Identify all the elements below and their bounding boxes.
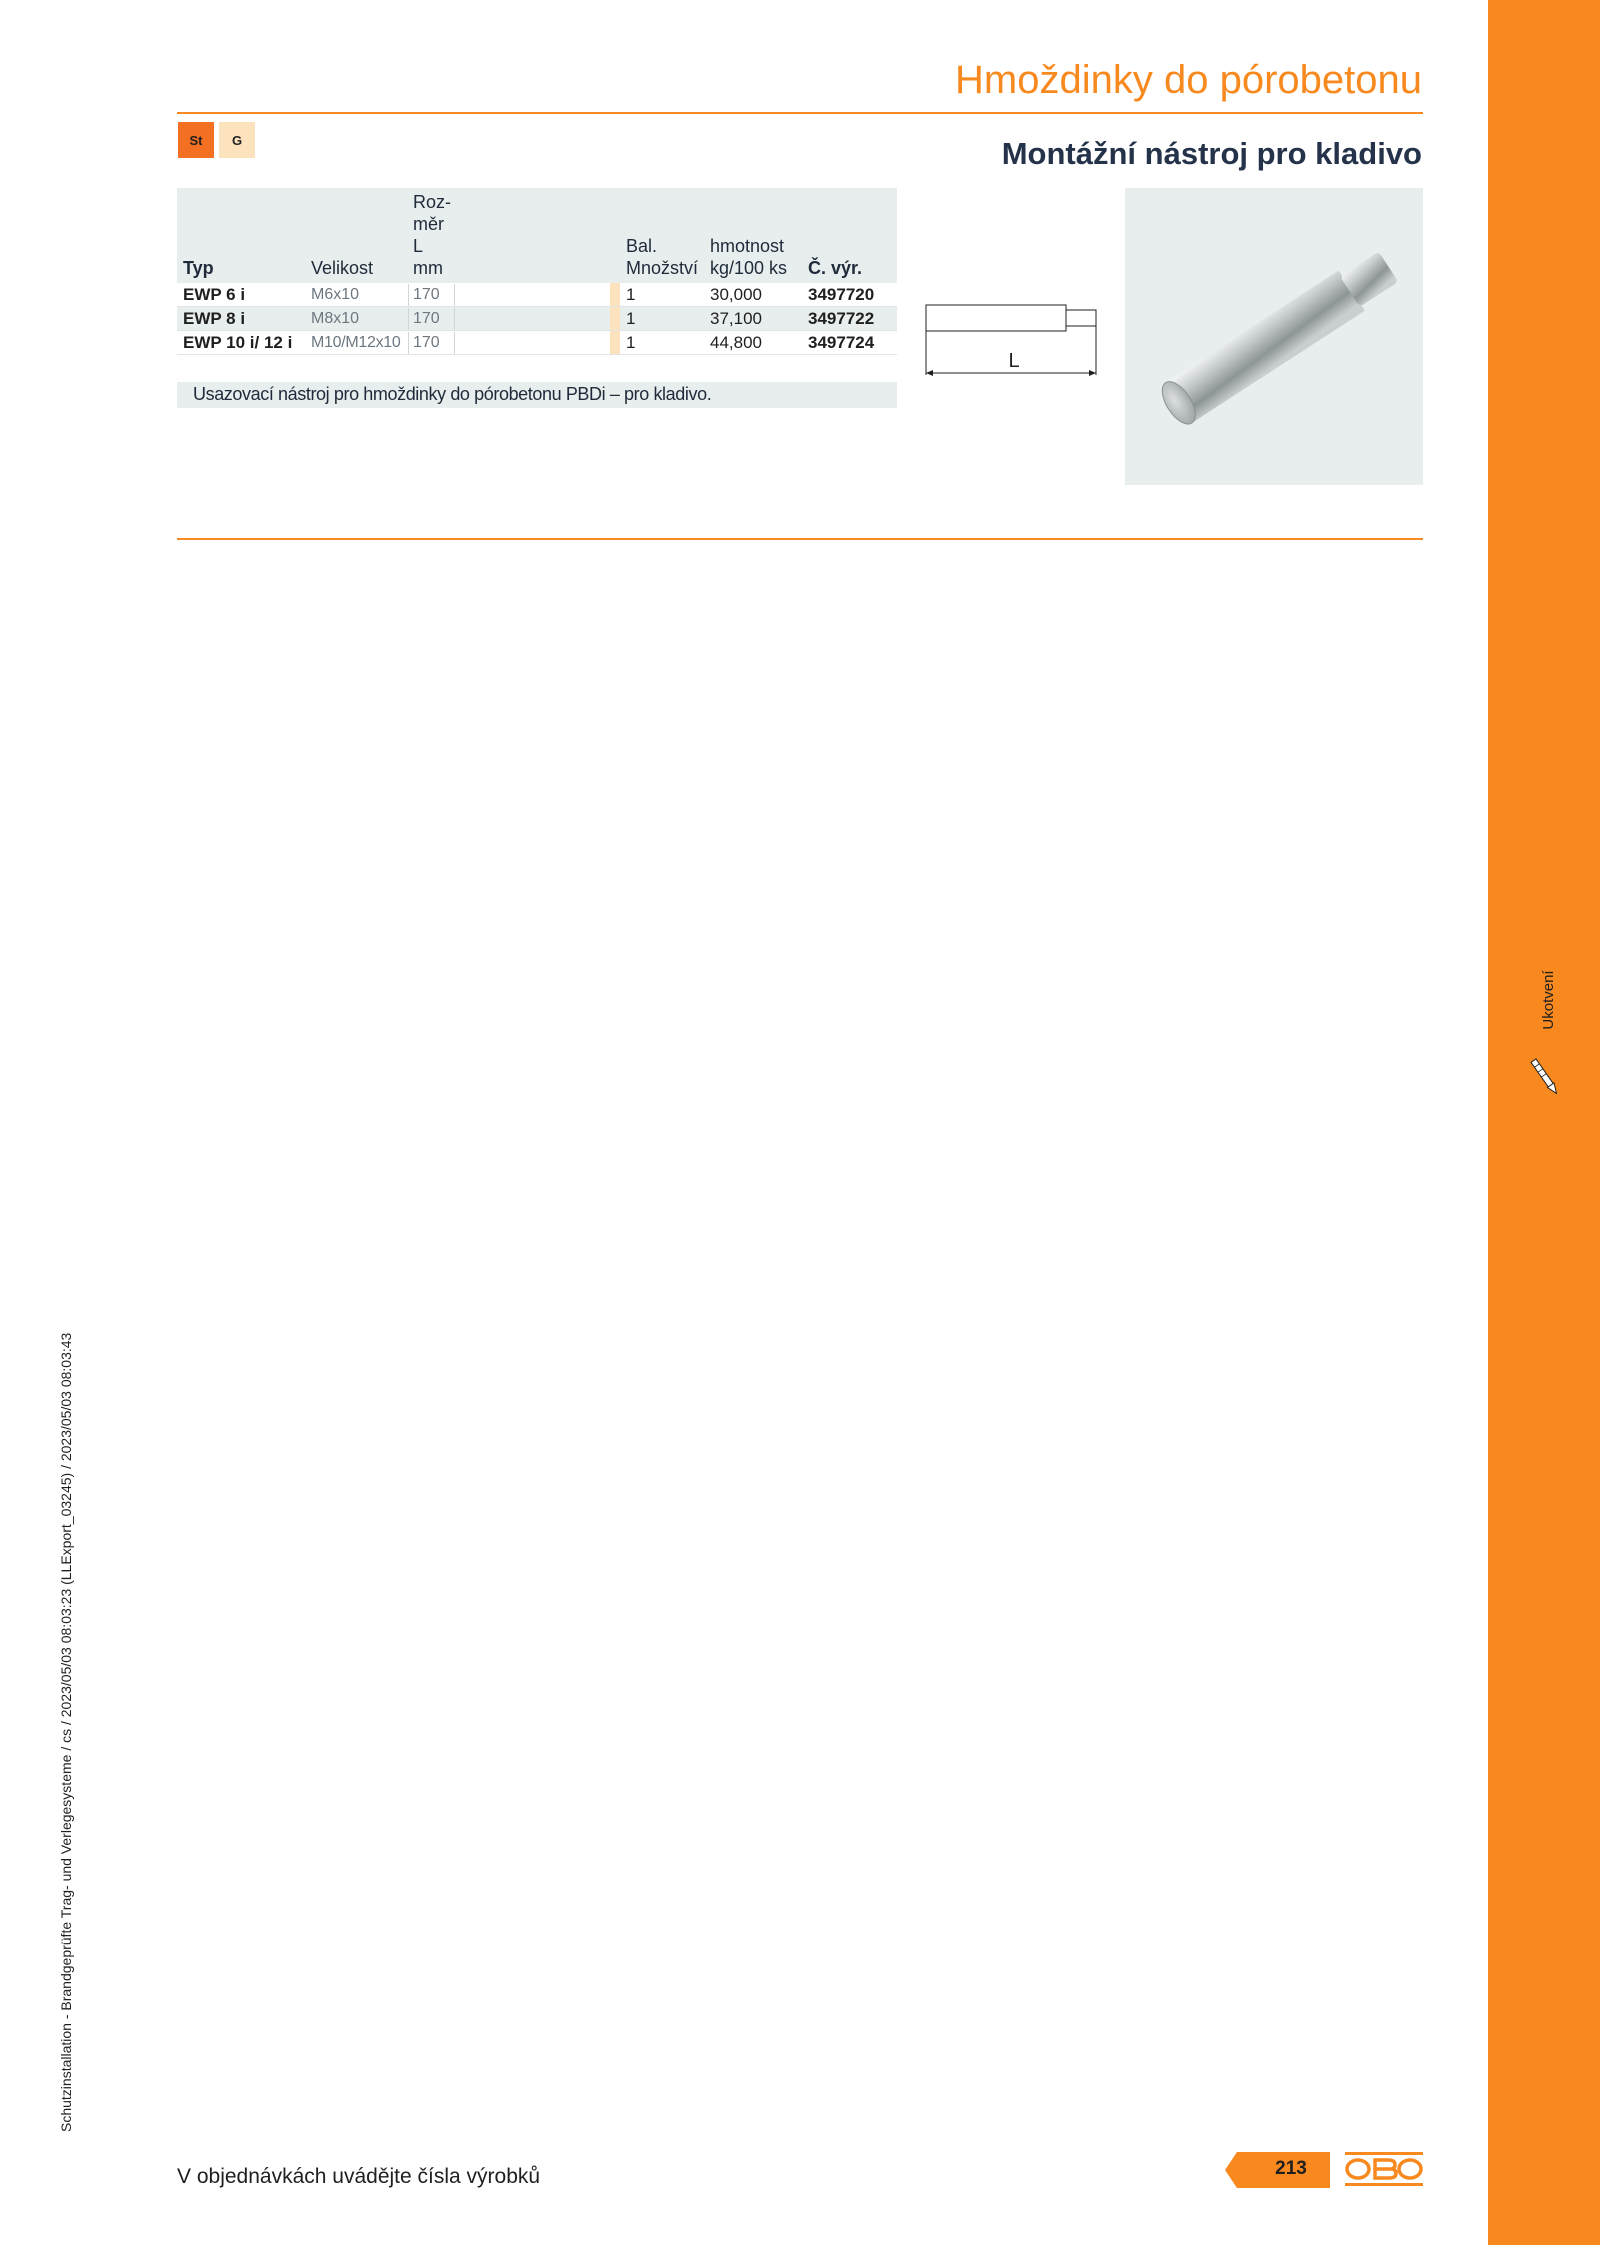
cell-velikost: M10/M12x10 [311, 334, 401, 351]
product-photo [1125, 188, 1423, 485]
column-divider [408, 284, 409, 306]
header-rozmer-line: L [413, 236, 424, 256]
table-row [177, 283, 897, 307]
anchor-bolt-icon [1530, 1055, 1560, 1100]
header-rozmer-line: Roz- [413, 192, 452, 212]
header-rozmer-line: mm [413, 258, 443, 278]
column-divider [408, 332, 409, 354]
cell-rozmer: 170 [413, 334, 440, 351]
packaging-marker [610, 283, 620, 306]
header-bal-line: Množství [626, 258, 699, 278]
column-divider [454, 308, 455, 330]
order-note: V objednávkách uvádějte čísla výrobků [177, 2165, 541, 2188]
header-cislo: Č. výr. [808, 258, 863, 278]
header-hmotnost [710, 235, 787, 279]
material-badge-st: St [178, 122, 214, 158]
packaging-marker [610, 331, 620, 354]
header-bal-line: Bal. [626, 236, 658, 256]
cell-typ: EWP 6 i [183, 285, 246, 304]
section-title: Montážní nástroj pro kladivo [1001, 136, 1422, 171]
header-bal [626, 235, 698, 279]
cell-velikost: M8x10 [311, 310, 360, 327]
material-badge-g: G [219, 122, 255, 158]
sidebar-band [1488, 0, 1600, 2245]
table-header [177, 188, 897, 283]
packaging-marker [610, 307, 620, 330]
table-row [177, 307, 897, 331]
cell-bal: 1 [626, 309, 636, 328]
product-description: Usazovací nástroj pro hmoždinky do pórobetonu PBDi – pro kladivo. [177, 382, 897, 408]
cell-rozmer: 170 [413, 286, 440, 303]
setting-tool-image [1125, 188, 1423, 485]
header-velikost: Velikost [311, 258, 374, 278]
cell-cislo: 3497722 [808, 309, 875, 328]
column-divider [454, 332, 455, 354]
cell-hmotnost: 30,000 [710, 285, 762, 304]
column-divider [408, 308, 409, 330]
header-typ: Typ [183, 258, 214, 278]
cell-typ: EWP 8 i [183, 309, 246, 328]
header-hmotnost-line: kg/100 ks [710, 258, 788, 278]
cell-typ: EWP 10 i/ 12 i [183, 333, 293, 352]
cell-cislo: 3497724 [808, 333, 875, 352]
cell-cislo: 3497720 [808, 285, 875, 304]
page-number: 213 [1275, 2158, 1307, 2179]
header-rozmer-line: měr [413, 214, 444, 234]
cell-bal: 1 [626, 285, 636, 304]
column-divider [454, 284, 455, 306]
table-row [177, 331, 897, 355]
sidebar-label: Ukotvení [1540, 970, 1557, 1030]
cell-bal: 1 [626, 333, 636, 352]
header-hmotnost-line: hmotnost [710, 236, 785, 256]
page-title: Hmoždinky do pórobetonu [955, 58, 1422, 102]
cell-rozmer: 170 [413, 310, 440, 327]
cell-velikost: M6x10 [311, 286, 360, 303]
dimension-label: L [1008, 350, 1020, 372]
obo-logo [1345, 2151, 1423, 2187]
cell-hmotnost: 37,100 [710, 309, 762, 328]
product-table [177, 188, 897, 355]
export-metadata: Schutzinstallation - Brandgeprüfte Trag- und Verlegesysteme / cs / 2023/05/03 08:03:23 (LLExport_03245) / 2023/05/03 08:03:43 [58, 1332, 74, 2132]
section-rule [177, 538, 1423, 540]
cell-hmotnost: 44,800 [710, 333, 762, 352]
header-rule [177, 112, 1423, 114]
header-rozmer [413, 191, 451, 279]
dimension-drawing [920, 295, 1110, 385]
